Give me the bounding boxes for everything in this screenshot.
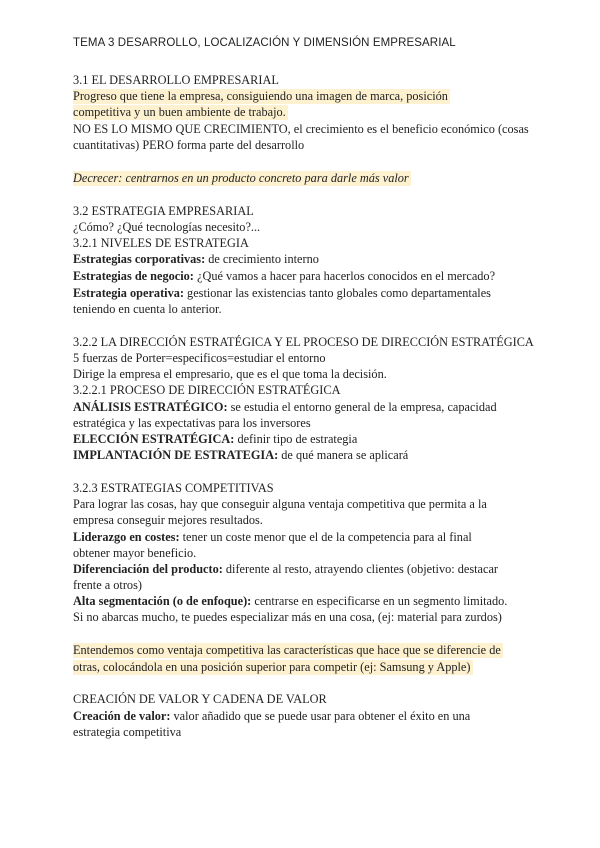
paragraph-line: Dirige la empresa el empresario, que es el que toma la decisión. (73, 367, 387, 381)
paragraph-line: NO ES LO MISMO QUE CRECIMIENTO, el crecimiento es el beneficio económico (cosas (73, 122, 529, 136)
subsection-heading: 3.2.1 NIVELES DE ESTRATEGIA (73, 236, 249, 250)
term-label: Estrategias corporativas: (73, 252, 206, 266)
section-heading: 3.2 ESTRATEGIA EMPRESARIAL (73, 204, 254, 218)
paragraph-line: cuantitativas) PERO forma parte del desarrollo (73, 138, 305, 152)
term-label: Creación de valor: (73, 709, 171, 723)
paragraph-line (73, 286, 491, 301)
paragraph-line (73, 269, 495, 284)
term-text: valor añadido que se puede usar para obtener el éxito en una (170, 709, 471, 723)
paragraph-line (73, 562, 498, 577)
highlighted-text (73, 171, 411, 186)
paragraph-line (73, 400, 497, 415)
term-label: Estrategias de negocio: (73, 269, 194, 283)
paragraph-line: 5 fuerzas de Porter=especificos=estudiar el entorno (73, 351, 326, 365)
highlighted-text: otras, colocándola en una posición superior para competir (ej: Samsung y Apple) (73, 660, 471, 674)
term-label: ANÁLISIS ESTRATÉGICO: (73, 400, 228, 414)
paragraph-line: Si no abarcas mucho, te puedes especializar más en una cosa, (ej: material para zurdos) (73, 610, 502, 624)
term-text: centrarse en especificarse en un segmento limitado. (251, 594, 508, 608)
term-label: Liderazgo en costes: (73, 530, 180, 544)
term-text: ¿Qué vamos a hacer para hacerlos conocidos en el mercado? (193, 269, 496, 283)
section-heading: 3.1 EL DESARROLLO EMPRESARIAL (73, 73, 279, 87)
section-heading: 3.2.3 ESTRATEGIAS COMPETITIVAS (73, 481, 274, 495)
term-label: IMPLANTACIÓN DE ESTRATEGIA: (73, 448, 279, 462)
subsection-heading: 3.2.2.1 PROCESO DE DIRECCIÓN ESTRATÉGICA (73, 383, 341, 397)
highlighted-text: Progreso que tiene la empresa, consiguiendo una imagen de marca, posición (73, 89, 448, 103)
term-text: de qué manera se aplicará (278, 448, 409, 462)
paragraph-line: Para lograr las cosas, hay que conseguir alguna ventaja competitiva que permita a la (73, 497, 487, 511)
paragraph-line (73, 530, 472, 545)
paragraph-line: estrategia competitiva (73, 725, 182, 739)
decrecer-note: Decrecer: centrarnos en un producto concreto para darle más valor (73, 171, 409, 185)
term-text: de crecimiento interno (205, 252, 319, 266)
highlighted-text: competitiva y un buen ambiente de trabajo. (73, 105, 286, 119)
paragraph-line: frente a otros) (73, 578, 142, 592)
term-label: Estrategia operativa: (73, 286, 184, 300)
paragraph-line: obtener mayor beneficio. (73, 546, 197, 560)
paragraph-line (73, 252, 319, 267)
paragraph-line (73, 594, 507, 609)
term-text: diferente al resto, atrayendo clientes (objetivo: destacar (222, 562, 499, 576)
term-text: se estudia el entorno general de la empresa, capacidad (227, 400, 497, 414)
section-heading: CREACIÓN DE VALOR Y CADENA DE VALOR (73, 692, 327, 706)
paragraph-line: estratégica y las expectativas para los inversores (73, 416, 311, 430)
term-text: tener un coste menor que el de la competencia para al final (179, 530, 472, 544)
term-label: ELECCIÓN ESTRATÉGICA: (73, 432, 235, 446)
term-label: Alta segmentación (o de enfoque): (73, 594, 252, 608)
paragraph-line (73, 709, 470, 724)
term-label: Diferenciación del producto: (73, 562, 223, 576)
paragraph-line: teniendo en cuenta lo anterior. (73, 302, 222, 316)
highlighted-text: Entendemos como ventaja competitiva las características que hace que se diferencie de (73, 643, 501, 657)
term-text: gestionar las existencias tanto globales como departamentales (183, 286, 491, 300)
document-title: TEMA 3 DESARROLLO, LOCALIZACIÓN Y DIMENSIÓN EMPRESARIAL (73, 37, 456, 49)
term-text: definir tipo de estrategia (234, 432, 358, 446)
section-heading: 3.2.2 LA DIRECCIÓN ESTRATÉGICA Y EL PROCESO DE DIRECCIÓN ESTRATÉGICA (73, 335, 534, 349)
paragraph-line: empresa conseguir mejores resultados. (73, 513, 263, 527)
paragraph-line (73, 432, 357, 447)
paragraph-line: ¿Cómo? ¿Qué tecnologías necesito?... (73, 220, 261, 234)
paragraph-line (73, 448, 408, 463)
